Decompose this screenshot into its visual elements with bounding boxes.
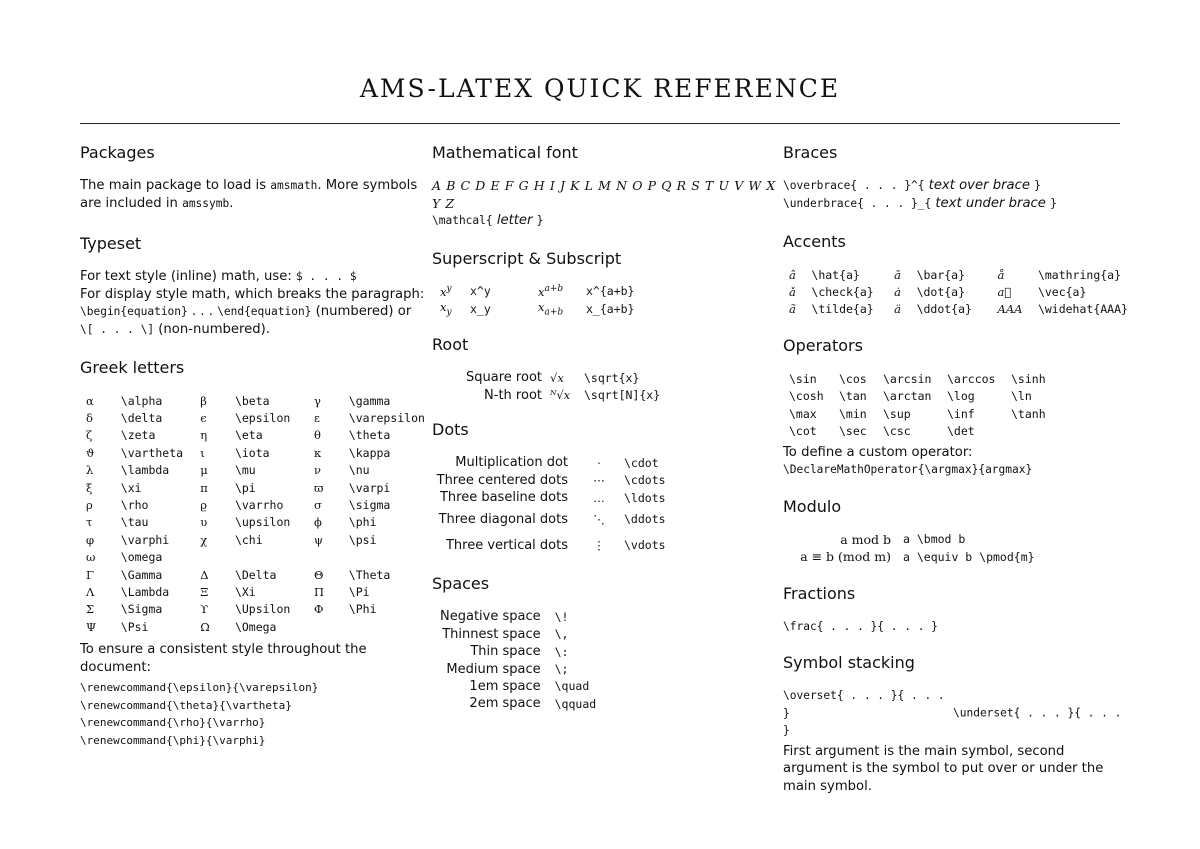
root-section — [432, 335, 777, 404]
spaces-section — [432, 574, 777, 712]
braces-heading: Braces — [783, 143, 838, 162]
accent-symbol: AAA — [997, 302, 1023, 317]
operators-row — [789, 370, 1061, 387]
greek-command — [349, 549, 425, 566]
greek-command: \vartheta — [120, 445, 184, 460]
renewcommand-list — [80, 679, 425, 749]
superscript-xab-render: $x^{a+b}$ — [538, 283, 564, 299]
greek-command: \epsilon — [234, 411, 291, 426]
accent-command: \check{a} — [811, 285, 874, 300]
greek-command: \rho — [120, 498, 149, 513]
operator-command: \cot — [789, 424, 817, 439]
modulo-table — [783, 531, 1035, 566]
accents-section — [783, 232, 1128, 318]
page-title: AMS-LATEX QUICK REFERENCE — [359, 74, 841, 103]
subscript-xy-code: x_y — [470, 301, 491, 316]
greek-row — [80, 566, 425, 583]
greek-symbol: γ — [314, 393, 321, 408]
typeset-line-3 — [80, 303, 425, 321]
typeset-section — [80, 234, 425, 338]
greek-symbol — [308, 618, 349, 635]
mathcal-usage — [432, 212, 777, 230]
greek-command: \Sigma — [120, 602, 163, 617]
greek-symbol: ξ — [86, 480, 93, 495]
greek-symbol — [308, 549, 349, 566]
root-row — [440, 369, 660, 386]
accent-command: \mathring{a} — [1037, 267, 1122, 282]
accents-row — [783, 301, 1128, 318]
greek-command: \Upsilon — [234, 602, 291, 617]
renewcommand-line: \renewcommand{\theta}{\vartheta} — [80, 698, 292, 712]
greek-symbol: π — [200, 480, 208, 495]
spaces-table — [440, 608, 596, 712]
operator-command: \sin — [789, 371, 817, 386]
subscript-xab-code: x_{a+b} — [586, 301, 635, 316]
spaces-code: \quad — [554, 679, 590, 694]
dots-code: \ldots — [624, 490, 666, 505]
custom-operator-text: To define a custom operator: — [783, 444, 973, 460]
frac-code: \frac{ . . . }{ . . . } — [783, 619, 938, 633]
braces-section — [783, 143, 1128, 212]
greek-symbol: Ξ — [200, 584, 209, 599]
typeset-line-2: For display style math, which breaks the paragraph: — [80, 286, 425, 302]
underbrace-line — [783, 195, 1128, 213]
dots-render: … — [593, 490, 605, 505]
operator-command: \cosh — [789, 389, 824, 404]
dots-code: \vdots — [624, 538, 666, 553]
greek-row — [80, 583, 425, 600]
greek-row — [80, 549, 425, 566]
greek-row — [80, 462, 425, 479]
spaces-row — [440, 643, 596, 660]
greek-command: \psi — [348, 532, 377, 547]
greek-row — [80, 444, 425, 461]
accent-command: \bar{a} — [916, 267, 966, 282]
accent-symbol: a⃗ — [997, 285, 1012, 300]
spaces-label: Negative space — [440, 609, 541, 625]
spaces-row — [440, 626, 596, 643]
typeset-heading: Typeset — [80, 234, 142, 253]
greek-command: \phi — [348, 515, 377, 530]
accent-symbol: ã — [789, 302, 796, 317]
greek-command: \xi — [120, 480, 142, 495]
greek-symbol: μ — [200, 463, 208, 478]
greek-symbol: δ — [86, 411, 93, 426]
accent-command: \vec{a} — [1037, 285, 1087, 300]
greek-command: \iota — [234, 445, 270, 460]
greek-command: \tau — [120, 515, 149, 530]
root-code: \sqrt{x} — [584, 370, 640, 385]
operator-command: \inf — [947, 406, 975, 421]
spaces-code: \; — [554, 662, 569, 677]
accent-symbol: â — [789, 267, 796, 282]
greek-command: \Omega — [234, 619, 277, 634]
overbrace-line — [783, 177, 1128, 195]
greek-symbol: Φ — [314, 602, 324, 617]
greek-symbol: Δ — [200, 567, 209, 582]
greek-symbol: ρ — [86, 498, 93, 513]
greek-command: \chi — [234, 532, 263, 547]
greek-symbol: φ — [86, 532, 95, 547]
greek-table — [80, 392, 425, 635]
greek-symbol: Λ — [86, 584, 95, 599]
renewcommand-line: \renewcommand{\rho}{\varrho} — [80, 716, 266, 730]
spaces-row — [440, 608, 596, 625]
stacking-codes — [783, 687, 1128, 740]
subscript-xab-render: $x_{a+b}$ — [538, 299, 564, 318]
greek-command: \zeta — [120, 428, 156, 443]
greek-symbol — [194, 549, 235, 566]
calligraphic-alphabet: A B C D E F G H I J K L M N O P Q R S T U V W X Y Z — [432, 178, 776, 211]
greek-symbol: ε — [314, 411, 321, 426]
greek-symbol: Ω — [200, 619, 210, 634]
greek-row — [80, 479, 425, 496]
operator-command: \arccos — [947, 371, 996, 386]
spaces-row — [440, 678, 596, 695]
superscript-xy-render: $x^y$ — [440, 283, 452, 299]
greek-symbol: Θ — [314, 567, 324, 582]
greek-symbol: ϒ — [200, 602, 209, 617]
mathcal-arg: letter — [492, 213, 537, 228]
operators-table — [789, 370, 1061, 440]
spaces-label: 2em space — [469, 696, 541, 712]
modulo-heading: Modulo — [783, 496, 842, 516]
greek-symbol: υ — [200, 515, 208, 530]
greek-section — [80, 358, 425, 749]
operator-command: \csc — [883, 424, 911, 439]
greek-symbol: ν — [314, 463, 322, 478]
underbrace-arg: text under brace — [931, 195, 1051, 211]
modulo-row — [783, 548, 1035, 565]
package-amssymb: amssymb — [182, 196, 230, 210]
greek-symbol: χ — [200, 532, 208, 547]
end-equation-code: \end{equation} — [217, 305, 312, 318]
greek-symbol: ω — [86, 550, 96, 565]
title-rule — [80, 123, 1120, 124]
typeset-line-4 — [80, 321, 425, 339]
operator-command: \tan — [839, 389, 867, 404]
spaces-code: \: — [554, 644, 569, 659]
mathcal-close: } — [536, 214, 544, 227]
greek-symbol: ζ — [86, 428, 93, 443]
root-table — [440, 369, 660, 404]
accent-command: \tilde{a} — [811, 302, 874, 317]
greek-symbol: κ — [314, 445, 322, 460]
underbrace-close: } — [1050, 196, 1057, 210]
root-render: ᴺ√x — [550, 388, 571, 403]
greek-command: \Lambda — [120, 584, 170, 599]
dots-label: Three centered dots — [436, 472, 568, 488]
fractions-section — [783, 584, 1128, 636]
operator-command — [1011, 422, 1061, 439]
greek-command: \Phi — [348, 602, 377, 617]
greek-row — [80, 601, 425, 618]
greek-symbol: Ψ — [86, 619, 97, 634]
subscript-xy-render: $x_y$ — [440, 299, 452, 318]
operator-command: \arcsin — [883, 371, 932, 386]
dots-render: ⋱ — [593, 512, 605, 527]
dots-render: · — [597, 455, 601, 470]
dots-section — [432, 420, 777, 558]
accents-table — [783, 266, 1128, 318]
begin-equation-code: \begin{equation} — [80, 305, 188, 318]
greek-command: \varpi — [348, 480, 391, 495]
root-code: \sqrt[N]{x} — [584, 388, 661, 403]
greek-command: \gamma — [348, 393, 391, 408]
mathfont-heading: Mathematical font — [432, 143, 578, 162]
greek-symbol: ι — [200, 445, 205, 460]
operator-command: \ln — [1011, 389, 1032, 404]
stacking-heading: Symbol stacking — [783, 653, 915, 673]
operator-command: \sup — [883, 406, 911, 421]
overbrace-arg: text over brace — [924, 178, 1035, 193]
greek-command: \varepsilon — [348, 411, 425, 426]
dots-label: Three baseline dots — [439, 490, 568, 506]
operators-row — [789, 422, 1061, 439]
typeset-numbered-text: (numbered) or — [311, 304, 412, 319]
greek-command: \sigma — [348, 498, 391, 513]
greek-symbol: τ — [86, 515, 93, 530]
accent-command: \widehat{AAA} — [1037, 302, 1128, 317]
package-amsmath: amsmath — [270, 179, 318, 192]
packages-text — [80, 177, 425, 212]
dots-label: Three vertical dots — [445, 537, 568, 553]
greek-row — [80, 392, 425, 409]
greek-symbol: ϱ — [200, 498, 207, 513]
greek-command: \theta — [348, 428, 391, 443]
greek-symbol: Γ — [86, 567, 94, 582]
typeset-inline-text: For text style (inline) math, use: — [80, 269, 296, 284]
spaces-row — [440, 660, 596, 677]
spaces-label: Thin space — [470, 644, 541, 660]
greek-command: \omega — [120, 550, 163, 565]
operator-command: \arctan — [883, 389, 932, 404]
accent-command: \hat{a} — [811, 267, 860, 282]
typeset-nonnumbered-text: (non-numbered). — [154, 321, 270, 337]
operator-command: \sinh — [1011, 371, 1046, 386]
greek-row — [80, 427, 425, 444]
modulo-code: a \equiv b \pmod{m} — [903, 549, 1035, 564]
superscript-row — [440, 283, 634, 300]
renewcommand-line: \renewcommand{\epsilon}{\varepsilon} — [80, 681, 319, 695]
operator-command: \det — [947, 424, 975, 439]
operators-row — [789, 405, 1061, 422]
accent-symbol: ä — [894, 302, 902, 317]
greek-command — [349, 618, 425, 635]
packages-text-prefix: The main package to load is — [80, 178, 271, 193]
greek-command: \alpha — [120, 393, 163, 408]
root-label: N-th root — [484, 387, 542, 403]
greek-command: \Delta — [234, 567, 277, 582]
dots-code: \cdots — [624, 473, 666, 488]
greek-row — [80, 514, 425, 531]
greek-command: \nu — [348, 463, 370, 478]
column-right — [783, 143, 1128, 795]
scripts-section — [432, 249, 777, 318]
operators-section — [783, 336, 1128, 479]
spaces-heading: Spaces — [432, 574, 490, 594]
typeset-ellipsis: . . . — [187, 304, 218, 319]
greek-command: \beta — [234, 393, 270, 408]
greek-command — [235, 549, 308, 566]
operator-command: \max — [789, 406, 817, 421]
spaces-code: \qquad — [554, 696, 597, 711]
greek-row — [80, 618, 425, 635]
dots-heading: Dots — [432, 420, 469, 440]
custom-operator-code: \DeclareMathOperator{\argmax}{argmax} — [783, 463, 1033, 477]
greek-row — [80, 496, 425, 513]
typeset-line-1 — [80, 268, 425, 286]
subscript-row — [440, 300, 634, 317]
greek-command: \mu — [234, 463, 256, 478]
spaces-code: \, — [554, 627, 569, 642]
dots-row — [432, 471, 666, 488]
greek-command: \delta — [120, 411, 163, 426]
greek-row — [80, 409, 425, 426]
operator-command: \min — [839, 406, 867, 421]
superscript-xab-code: x^{a+b} — [586, 284, 635, 299]
column-left — [80, 143, 425, 749]
underbrace-code: \underbrace{ . . . }_{ — [783, 196, 932, 210]
greek-command: \varrho — [234, 498, 284, 513]
overbrace-code: \overbrace{ . . . }^{ — [783, 179, 925, 192]
greek-symbol: ϑ — [86, 445, 95, 460]
greek-command: \Psi — [120, 619, 149, 634]
dots-row — [432, 532, 666, 558]
greek-command: \Gamma — [120, 567, 163, 582]
operator-command: \cos — [839, 371, 867, 386]
operator-command: \sec — [839, 424, 867, 439]
greek-symbol: σ — [314, 498, 322, 513]
greek-symbol: ϖ — [314, 480, 324, 495]
dots-code: \cdot — [624, 455, 659, 470]
greek-command: \lambda — [120, 463, 170, 478]
stacking-section — [783, 653, 1128, 795]
greek-symbol: β — [200, 393, 207, 408]
greek-command: \varphi — [120, 532, 170, 547]
superscript-xy-code: x^y — [470, 284, 491, 299]
scripts-table — [440, 283, 634, 318]
accent-symbol: ā — [894, 267, 902, 282]
column-middle — [432, 143, 777, 713]
root-row — [440, 387, 660, 404]
greek-symbol: Π — [314, 584, 325, 599]
dots-table — [432, 454, 666, 558]
greek-command: \Xi — [234, 584, 256, 599]
spaces-code: \! — [554, 609, 569, 624]
consistent-style-text: To ensure a consistent style throughout the document: — [80, 642, 367, 675]
dots-row — [432, 454, 666, 471]
greek-row — [80, 531, 425, 548]
spaces-label: Medium space — [446, 661, 541, 677]
greek-command: \kappa — [348, 445, 391, 460]
modulo-code: a \bmod b — [903, 532, 966, 547]
greek-symbol: Σ — [86, 602, 95, 617]
renewcommand-line: \renewcommand{\phi}{\varphi} — [80, 733, 266, 747]
greek-symbol: θ — [314, 428, 321, 443]
typeset-inline-code: $ . . . $ — [295, 270, 357, 283]
accent-command: \ddot{a} — [916, 302, 972, 317]
spaces-row — [440, 695, 596, 712]
packages-text-suffix: . — [229, 195, 234, 211]
greek-symbol: ψ — [314, 532, 324, 547]
accent-symbol: å — [997, 267, 1005, 282]
greek-symbol: ϵ — [200, 411, 207, 426]
greek-symbol: η — [200, 428, 208, 443]
accent-symbol: ǎ — [789, 285, 796, 300]
greek-command: \pi — [234, 480, 256, 495]
stacking-description: First argument is the main symbol, second argument is the symbol to put over or under the main symbol. — [783, 743, 1104, 794]
operators-row — [789, 388, 1061, 405]
dots-row — [432, 506, 666, 532]
greek-command: \Theta — [348, 567, 391, 582]
accent-command: \dot{a} — [916, 285, 966, 300]
overset-code: \overset{ . . . }{ . . . } — [783, 689, 945, 720]
greek-symbol: α — [86, 393, 94, 408]
display-bracket-code: \[ . . . \] — [80, 322, 155, 336]
modulo-render: a mod b — [840, 531, 891, 547]
spaces-label: 1em space — [469, 678, 541, 694]
greek-symbol: ϕ — [314, 515, 322, 530]
mathcal-code: \mathcal{ — [432, 214, 493, 227]
greek-heading: Greek letters — [80, 358, 185, 377]
underset-code: \underset{ . . . }{ . . . } — [783, 706, 1122, 738]
root-heading: Root — [432, 335, 469, 355]
dots-row — [432, 489, 666, 506]
dots-code: \ddots — [624, 512, 666, 527]
overbrace-close: } — [1034, 179, 1041, 192]
accent-symbol: ȧ — [894, 285, 902, 300]
dots-render: ⋮ — [593, 538, 605, 553]
dots-label: Multiplication dot — [455, 455, 568, 471]
packages-heading: Packages — [80, 143, 155, 162]
root-render: √x — [550, 370, 564, 385]
greek-command: \Pi — [348, 584, 370, 599]
greek-command: \upsilon — [234, 515, 291, 530]
packages-text-mid: . More symbols are included in — [80, 178, 418, 211]
dots-label: Three diagonal dots — [438, 511, 568, 527]
root-label: Square root — [466, 370, 542, 386]
operator-command: \log — [947, 389, 975, 404]
modulo-section — [783, 497, 1128, 566]
mathfont-section — [432, 143, 777, 230]
fractions-heading: Fractions — [783, 583, 856, 603]
greek-command: \eta — [234, 428, 263, 443]
operators-heading: Operators — [783, 336, 863, 356]
modulo-row — [783, 531, 1035, 548]
greek-symbol: λ — [86, 463, 94, 478]
accents-row — [783, 266, 1128, 283]
accents-heading: Accents — [783, 232, 846, 251]
dots-render: ⋯ — [593, 473, 605, 488]
spaces-label: Thinnest space — [442, 626, 541, 642]
packages-section — [80, 143, 425, 212]
scripts-heading: Superscript & Subscript — [432, 248, 622, 268]
accents-row — [783, 283, 1128, 300]
operator-command: \tanh — [1011, 406, 1046, 421]
modulo-render: a ≡ b (mod m) — [800, 549, 891, 565]
